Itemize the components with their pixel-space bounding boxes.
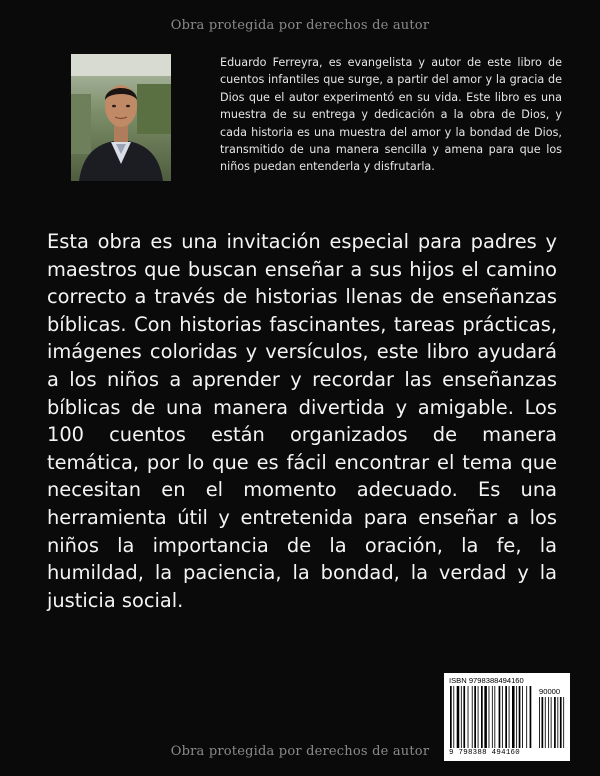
barcode-addon-bar bbox=[551, 697, 552, 748]
barcode-digits: 9 798388 494160 bbox=[449, 749, 521, 757]
barcode-bar bbox=[463, 686, 465, 748]
barcode-bar bbox=[450, 686, 452, 748]
isbn-label: ISBN 9798388494160 bbox=[449, 676, 524, 685]
barcode-bar bbox=[509, 686, 510, 748]
barcode-addon-bar bbox=[545, 697, 546, 748]
barcode-bar bbox=[489, 686, 490, 748]
barcode-bar bbox=[512, 686, 515, 748]
barcode-bar bbox=[530, 686, 532, 748]
barcode-addon-bar bbox=[560, 697, 562, 748]
barcode-bar bbox=[516, 686, 517, 748]
author-biography: Eduardo Ferreyra, es evangelista y autor de este libro de cuentos infantiles que surge, a partir del amor y la gracia de Dios que el autor experimentó en su vida. Este libro es una muestra de su entrega y dedicación a la obra de Dios, y cada historia es una muestra del amor y la bondad de Dios, transmitido de una manera sencilla y amena para que los niños puedan entenderla y disfrutarla. bbox=[220, 56, 562, 174]
barcode-bar bbox=[494, 686, 495, 748]
barcode-addon-bar bbox=[548, 697, 549, 748]
barcode-addon-bar bbox=[554, 697, 556, 748]
copyright-watermark-bottom: Obra protegida por derechos de autor bbox=[170, 744, 430, 759]
barcode-bar bbox=[526, 686, 527, 748]
barcode-bar bbox=[453, 686, 454, 748]
barcode-bar bbox=[505, 686, 507, 748]
barcode-bar bbox=[468, 686, 469, 748]
barcode-addon-bar bbox=[557, 697, 558, 748]
barcode-bar bbox=[457, 686, 460, 748]
barcode-bar bbox=[474, 686, 476, 748]
price-code-label: 90000 bbox=[539, 687, 561, 696]
author-portrait-illustration bbox=[71, 54, 171, 181]
barcode-bar bbox=[492, 686, 493, 748]
barcode-bar bbox=[502, 686, 503, 748]
barcode-bar bbox=[522, 686, 523, 748]
barcode-addon-bar bbox=[539, 697, 540, 748]
copyright-watermark-top: Obra protegida por derechos de autor bbox=[170, 18, 430, 33]
barcode-bar bbox=[472, 686, 473, 748]
author-photo bbox=[71, 54, 171, 181]
barcode-addon-bar bbox=[563, 697, 564, 748]
book-description: Esta obra es una invitación especial para padres y maestros que buscan enseñar a sus hijos el camino correcto a través de historias llenas de enseñanzas bíblicas. Con historias fascinantes, tareas prácticas, imágenes coloridas y versículos, este libro ayudará a los niños a aprender y recordar las enseñanzas bíblicas de una manera divertida y amigable. Los 100 cuentos están organizados de manera temática, por lo que es fácil encontrar el tema que necesitan en el momento adecuado. Es una herramienta útil y entretenida para enseñar a los niños la importancia de la oración, la fe, la humildad, la paciencia, la bondad, la verdad y la justicia social. bbox=[47, 230, 557, 612]
barcode-bar bbox=[461, 686, 462, 748]
barcode-bar bbox=[481, 686, 483, 748]
barcode-addon-bar bbox=[542, 697, 544, 748]
barcode-bar bbox=[484, 686, 487, 748]
barcode-bar bbox=[519, 686, 521, 748]
barcode-bar bbox=[478, 686, 479, 748]
barcode-bar bbox=[499, 686, 501, 748]
